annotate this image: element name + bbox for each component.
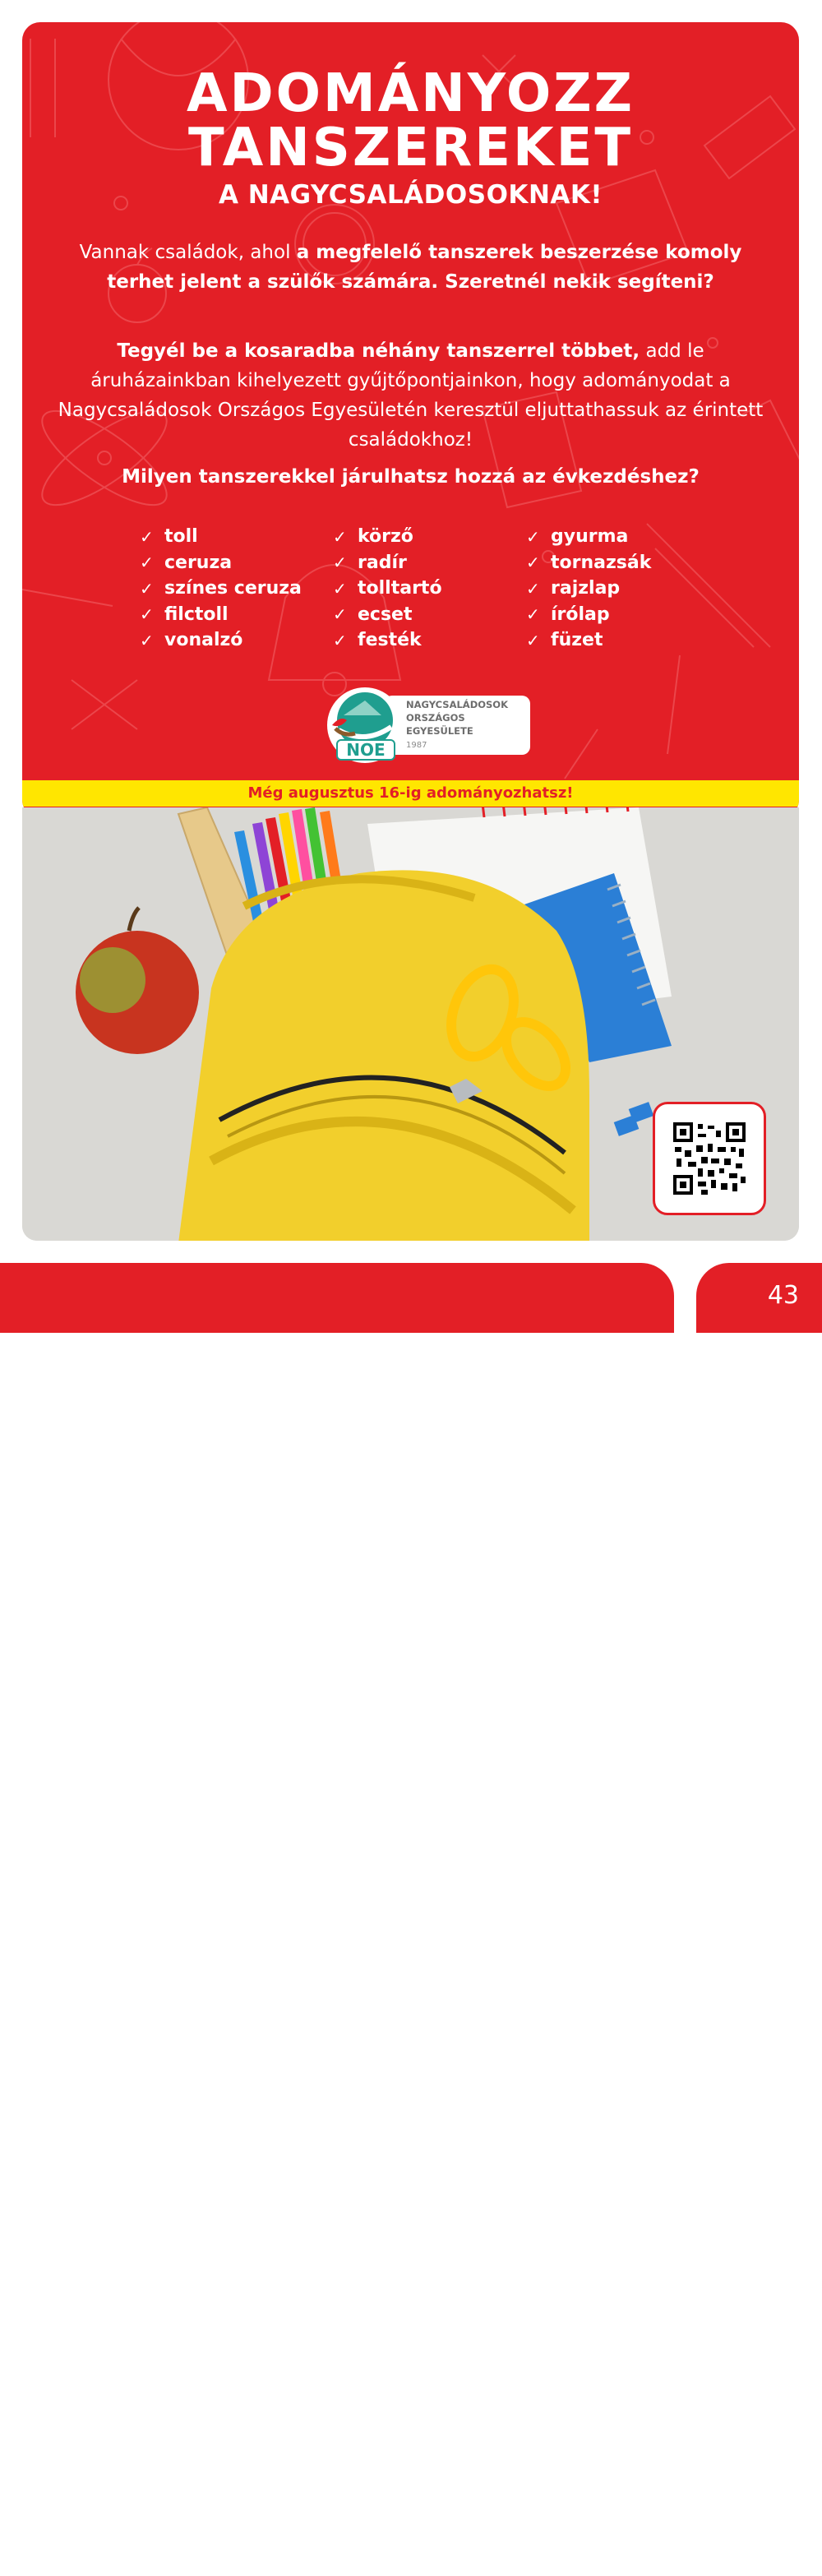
list-item (526, 524, 723, 550)
list-item (526, 602, 723, 628)
list-item-label: ceruza (164, 552, 233, 573)
logo-line-2: ORSZÁGOS (406, 712, 465, 724)
list-item (333, 550, 530, 576)
list-item-label: radír (358, 552, 407, 573)
qr-code-box[interactable] (653, 1102, 766, 1215)
supplies-question: Milyen tanszerekkel járulhatsz hozzá az évkezdéshez? (122, 466, 700, 488)
supplies-list-2 (333, 524, 530, 654)
intro-bold-text: a megfelelő tanszerek beszerzése komoly terhet jelent a szülők számára. Szeretnél nekik segíteni? (107, 242, 742, 293)
checkmark-icon: ✓ (333, 578, 347, 599)
logo-year: 1987 (406, 741, 427, 750)
supplies-list-1 (140, 524, 337, 654)
list-item-label: toll (164, 526, 198, 548)
page-number: 43 (767, 1281, 799, 1310)
list-item (526, 576, 723, 602)
donation-card (22, 22, 799, 818)
list-item-label: vonalzó (164, 630, 243, 651)
checkmark-icon: ✓ (333, 630, 347, 650)
supplies-list-3 (526, 524, 723, 654)
checkmark-icon: ✓ (526, 553, 540, 573)
list-item (140, 524, 337, 550)
list-item (526, 627, 723, 654)
logo-line-3: EGYESÜLETE (406, 725, 473, 737)
checkmark-icon: ✓ (140, 578, 154, 599)
checkmark-icon: ✓ (333, 604, 347, 625)
checkmark-icon: ✓ (333, 553, 347, 573)
title-line-1: ADOMÁNYOZZ (186, 63, 635, 124)
list-item (140, 602, 337, 628)
intro-paragraph (55, 238, 766, 297)
checkmark-icon: ✓ (526, 630, 540, 650)
list-item (140, 627, 337, 654)
page-number-box (696, 1263, 822, 1333)
call-text: add le áruházainkban kihelyezett gyűjtőpontjainkon, hogy adományodat a Nagycsaládosok Országos Egyesületén keresztül eljuttathassuk az érintett családokhoz! (58, 340, 764, 451)
intro-text: Vannak családok, ahol (79, 242, 297, 263)
call-paragraph (55, 336, 766, 455)
list-item-label: körző (358, 526, 413, 548)
list-item-label: füzet (551, 630, 603, 651)
checkmark-icon: ✓ (140, 526, 154, 547)
auchan-logo: Auchan (538, 2540, 664, 2576)
logo-acronym: NOE (346, 740, 386, 760)
list-item-label: ecset (358, 604, 413, 625)
list-item-label: filctoll (164, 604, 229, 625)
checkmark-icon: ✓ (140, 553, 154, 573)
list-item-label: rajzlap (551, 578, 621, 599)
list-item (333, 524, 530, 550)
list-item (526, 550, 723, 576)
list-item-label: tornazsák (551, 552, 652, 573)
logo-line-1: NAGYCSALÁDOSOK (406, 699, 508, 710)
checkmark-icon: ✓ (333, 526, 347, 547)
checkmark-icon: ✓ (526, 526, 540, 547)
list-item-label: írólap (551, 604, 610, 625)
list-item (140, 576, 337, 602)
list-item (140, 550, 337, 576)
subtitle: A NAGYCSALÁDOSOKNAK! (218, 180, 603, 210)
checkmark-icon: ✓ (140, 604, 154, 625)
list-item (333, 602, 530, 628)
checkmark-icon: ✓ (526, 578, 540, 599)
checkmark-icon: ✓ (140, 630, 154, 650)
checkmark-icon: ✓ (526, 604, 540, 625)
list-item-label: festék (358, 630, 422, 651)
list-item-label: színes ceruza (164, 578, 302, 599)
footer-bar (0, 1263, 674, 2576)
list-item-label: gyurma (551, 526, 629, 548)
list-item (333, 576, 530, 602)
list-item (333, 627, 530, 654)
deadline-banner: Még augusztus 16-ig adományozhatsz! (22, 780, 799, 807)
list-item-label: tolltartó (358, 578, 442, 599)
noe-logo (322, 684, 536, 766)
call-bold-text: Tegyél be a kosaradba néhány tanszerrel többet, (117, 340, 640, 362)
qr-code-icon (673, 1122, 746, 1195)
title-line-2: TANSZEREKET (188, 118, 633, 178)
